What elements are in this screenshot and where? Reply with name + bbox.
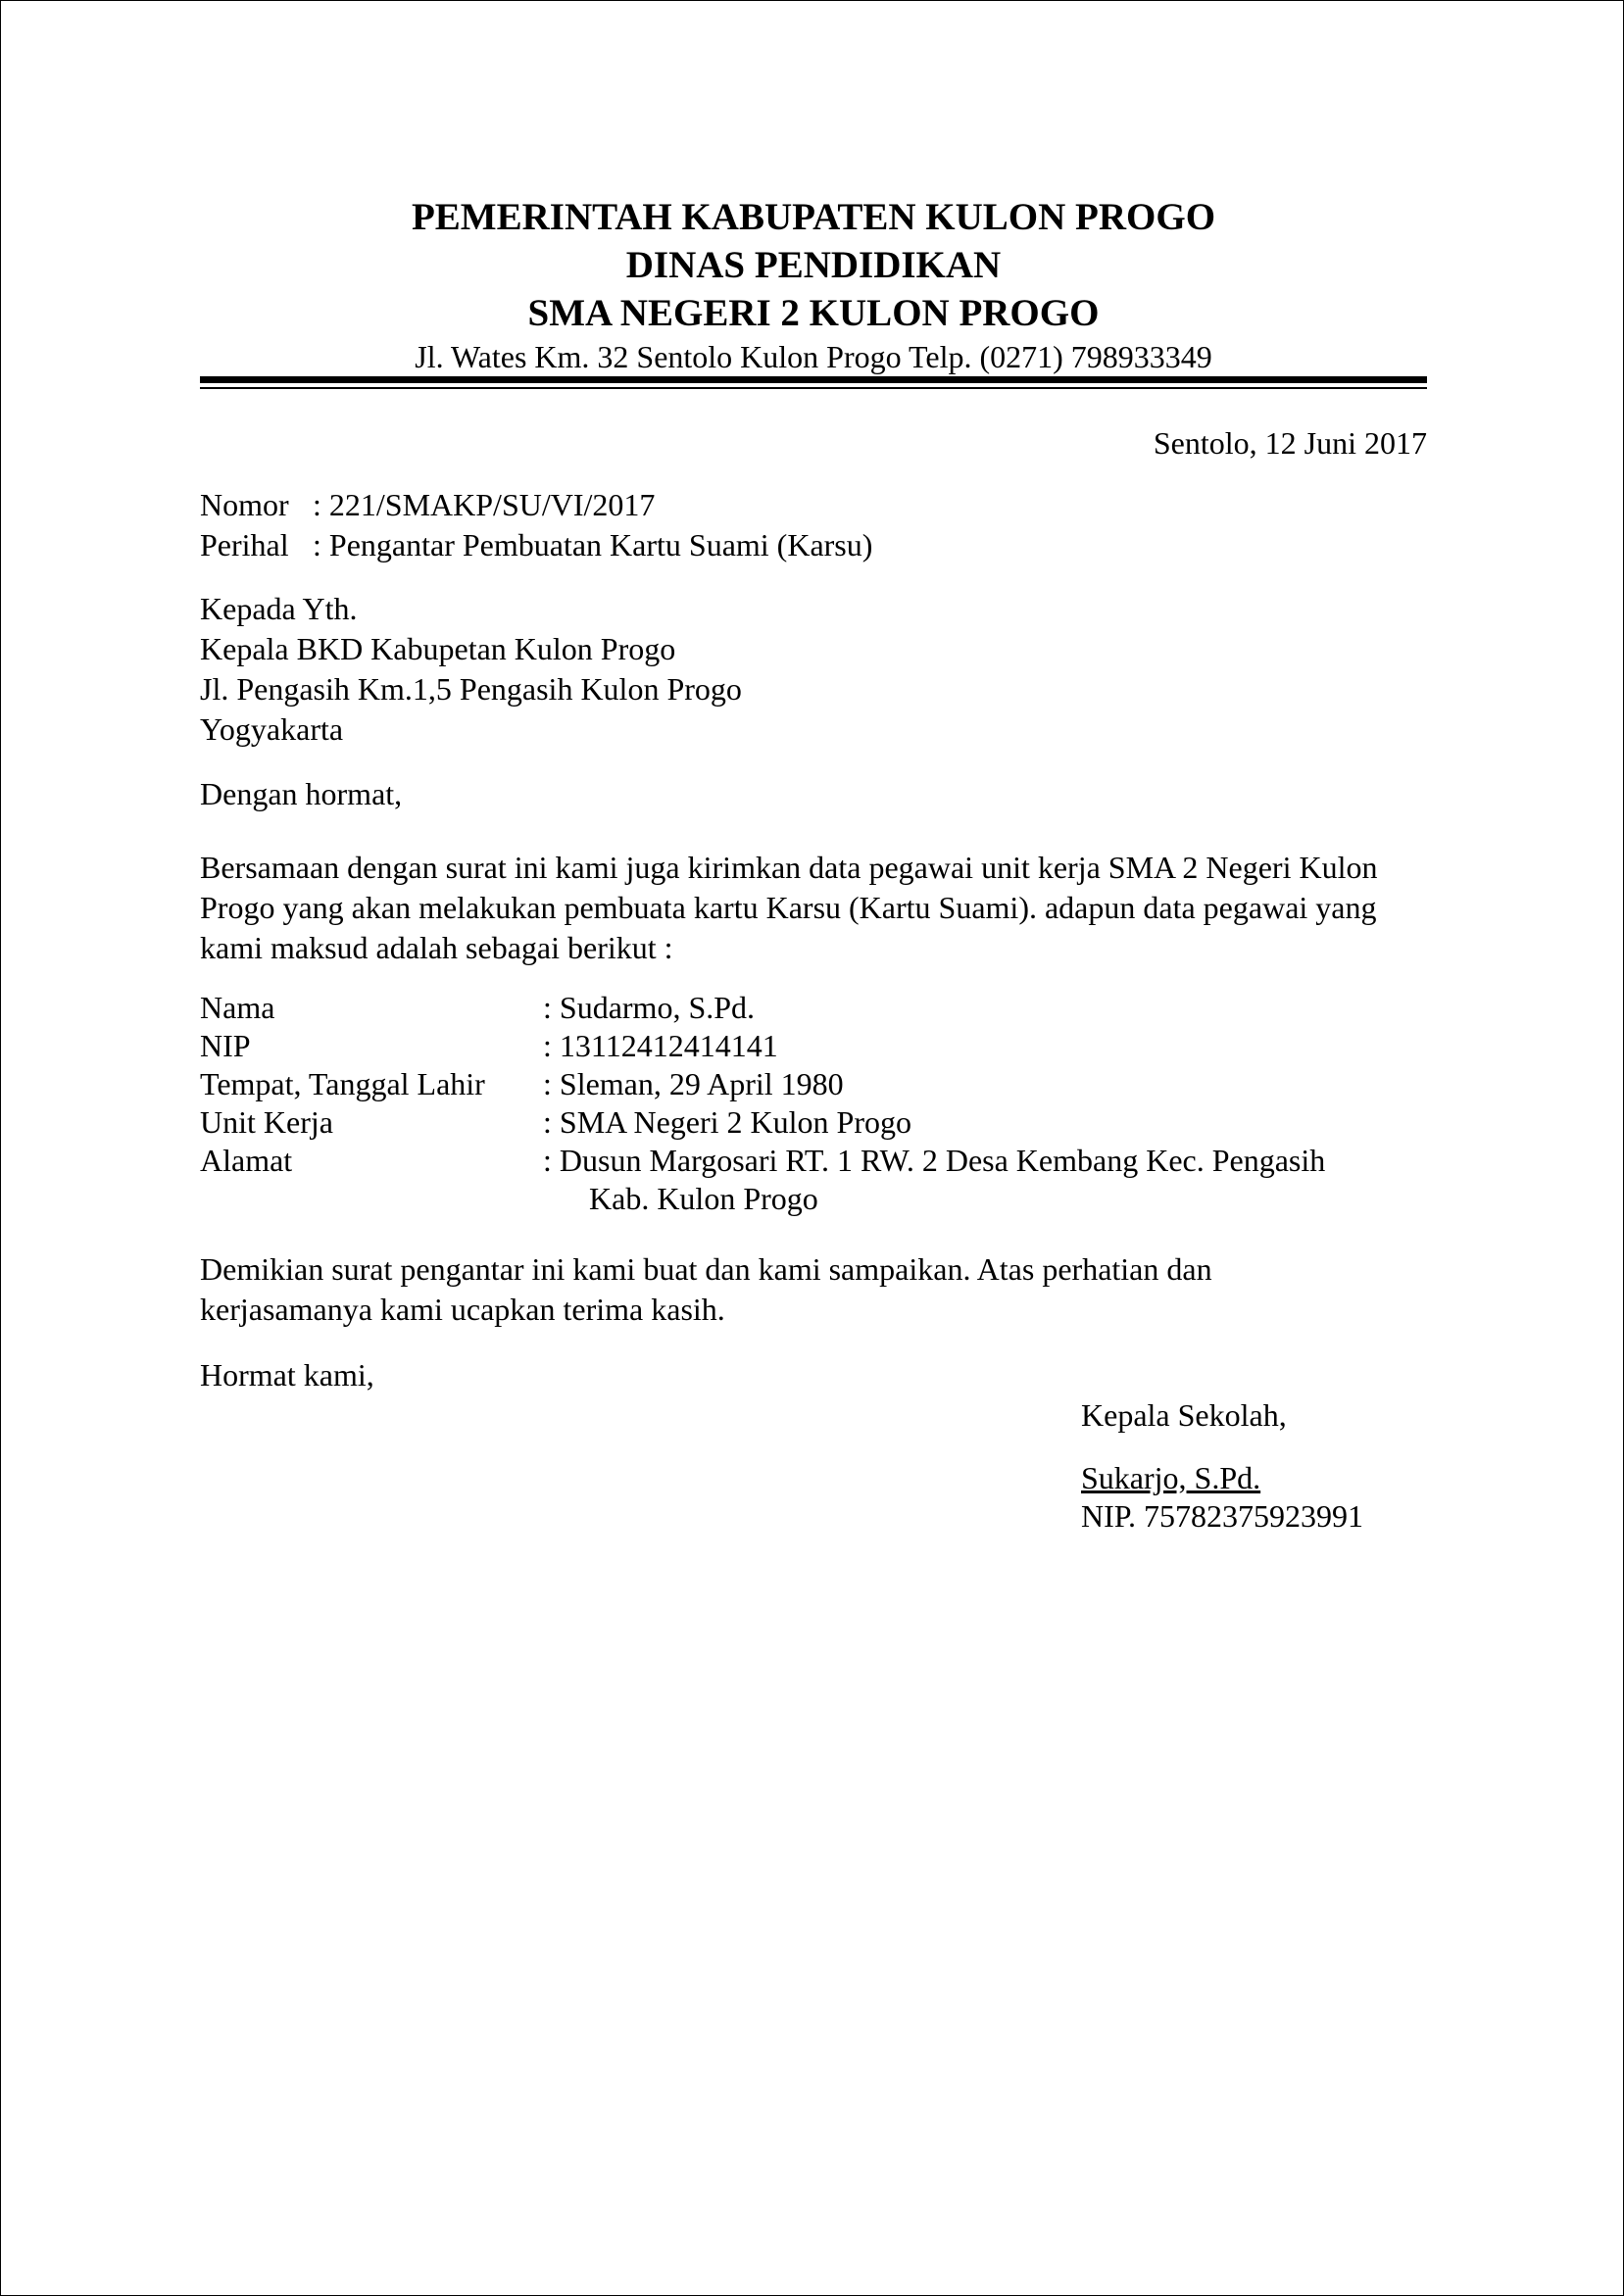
nama-value: : Sudarmo, S.Pd.	[543, 990, 756, 1025]
closing-line-1: Demikian surat pengantar ini kami buat dan kami sampaikan. Atas perhatian dan	[200, 1251, 1212, 1287]
body-line-1: Bersamaan dengan surat ini kami juga kirimkan data pegawai unit kerja SMA 2 Negeri Kulon	[200, 850, 1378, 885]
nip-value: : 13112412414141	[543, 1028, 778, 1063]
letterhead-rule-thick	[200, 376, 1427, 383]
letterhead-school: SMA NEGERI 2 KULON PROGO	[527, 292, 1100, 334]
recipient-salutation: Kepada Yth.	[200, 591, 358, 626]
closing-line-2: kerjasamanya kami ucapkan terima kasih.	[200, 1292, 725, 1327]
greeting-text: Dengan hormat,	[200, 776, 403, 811]
signature-name: Sukarjo, S.Pd.	[1081, 1460, 1261, 1495]
alamat-value-line-2: Kab. Kulon Progo	[589, 1181, 818, 1216]
nama-label: Nama	[200, 990, 275, 1025]
nomor-value: : 221/SMAKP/SU/VI/2017	[313, 487, 656, 522]
nomor-label: Nomor	[200, 487, 289, 522]
letterhead-government: PEMERINTAH KABUPATEN KULON PROGO	[411, 196, 1216, 238]
letter-date: Sentolo, 12 Juni 2017	[1153, 425, 1427, 461]
alamat-value: : Dusun Margosari RT. 1 RW. 2 Desa Kembang Kec. Pengasih	[543, 1143, 1326, 1178]
perihal-value: : Pengantar Pembuatan Kartu Suami (Karsu)	[313, 527, 873, 562]
body-line-2: Progo yang akan melakukan pembuata kartu Karsu (Kartu Suami). adapun data pegawai yang	[200, 890, 1377, 925]
letterhead-department: DINAS PENDIDIKAN	[625, 244, 1002, 286]
ttl-label: Tempat, Tanggal Lahir	[200, 1066, 485, 1101]
nip-label: NIP	[200, 1028, 251, 1063]
letterhead-rule-thin	[200, 387, 1427, 389]
body-paragraph	[200, 848, 1435, 968]
unit-label: Unit Kerja	[200, 1104, 333, 1140]
signature-nip: NIP. 75782375923991	[1081, 1498, 1364, 1534]
recipient-name: Kepala BKD Kabupetan Kulon Progo	[200, 631, 676, 666]
signature-title: Kepala Sekolah,	[1081, 1397, 1287, 1433]
reference-block	[200, 485, 1427, 565]
closing-paragraph	[200, 1249, 1435, 1330]
greeting	[200, 774, 1427, 814]
recipient-address: Jl. Pengasih Km.1,5 Pengasih Kulon Progo	[200, 671, 742, 707]
regards-text: Hormat kami,	[200, 1357, 374, 1392]
recipient-block	[200, 589, 1427, 750]
body-line-3: kami maksud adalah sebagai berikut :	[200, 930, 673, 965]
letterhead	[200, 193, 1427, 376]
alamat-label: Alamat	[200, 1143, 293, 1178]
ttl-value: : Sleman, 29 April 1980	[543, 1066, 844, 1101]
letterhead-address: Jl. Wates Km. 32 Sentolo Kulon Progo Telp. (0271) 798933349	[415, 339, 1212, 374]
employee-data	[200, 989, 1427, 1220]
recipient-city: Yogyakarta	[200, 711, 344, 747]
perihal-label: Perihal	[200, 527, 289, 562]
regards	[200, 1355, 1427, 1395]
unit-value: : SMA Negeri 2 Kulon Progo	[543, 1104, 911, 1140]
